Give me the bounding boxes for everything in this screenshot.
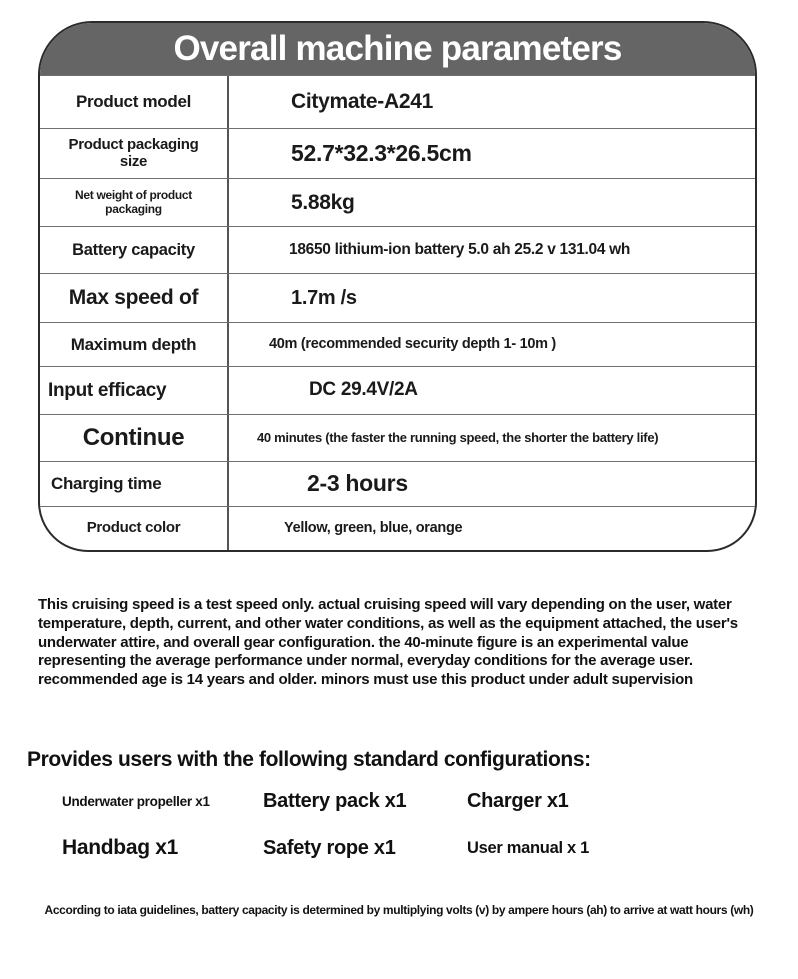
- iata-footnote: According to iata guidelines, battery capacity is determined by multiplying volts (v) by ampere hours (ah) to arrive at watt hours (wh): [44, 903, 754, 917]
- spec-row-charging-time: [40, 461, 755, 506]
- spec-value: DC 29.4V/2A: [309, 379, 418, 401]
- spec-value: 5.88kg: [291, 190, 355, 214]
- config-item-safety-rope: Safety rope x1: [263, 836, 396, 859]
- spec-label: Product color: [40, 507, 229, 550]
- spec-row-product-color: [40, 506, 755, 550]
- configurations-list: [62, 781, 762, 868]
- config-item-charger: Charger x1: [467, 789, 569, 812]
- spec-label: Maximum depth: [40, 323, 229, 366]
- spec-card-title: Overall machine parameters: [173, 29, 622, 68]
- spec-row-battery-capacity: [40, 226, 755, 273]
- spec-card: [38, 21, 757, 552]
- spec-label: Product packaging size: [40, 129, 229, 178]
- spec-label: Continue: [40, 415, 229, 461]
- spec-row-input-efficacy: [40, 366, 755, 414]
- spec-value: 52.7*32.3*26.5cm: [291, 139, 472, 166]
- configurations-heading: Provides users with the following standard configurations:: [27, 748, 591, 771]
- spec-row-net-weight: [40, 178, 755, 226]
- spec-value: 40 minutes (the faster the running speed, the shorter the battery life): [257, 429, 659, 445]
- spec-row-continue-runtime: [40, 414, 755, 461]
- spec-row-packaging-size: [40, 128, 755, 178]
- spec-card-header: [40, 23, 755, 75]
- spec-label: Input efficacy: [40, 367, 229, 414]
- config-item-handbag: Handbag x1: [62, 836, 179, 859]
- config-item-battery-pack: Battery pack x1: [263, 789, 407, 812]
- spec-value: 2-3 hours: [307, 470, 408, 497]
- spec-row-maximum-depth: [40, 322, 755, 366]
- config-item-user-manual: User manual x 1: [467, 838, 590, 857]
- spec-label: Product model: [40, 76, 229, 128]
- spec-label: Charging time: [40, 462, 229, 506]
- spec-value: Yellow, green, blue, orange: [284, 519, 463, 536]
- spec-value: 1.7m /s: [291, 287, 357, 309]
- spec-value: 18650 lithium-ion battery 5.0 ah 25.2 v 131.04 wh: [289, 241, 631, 259]
- spec-label: Net weight of product packaging: [40, 179, 229, 226]
- spec-label: Battery capacity: [40, 227, 229, 273]
- spec-row-max-speed: [40, 273, 755, 322]
- spec-row-product-model: [40, 75, 755, 128]
- spec-value: Citymate-A241: [291, 90, 433, 114]
- spec-label: Max speed of: [40, 274, 229, 322]
- config-item-underwater-propeller: Underwater propeller x1: [62, 793, 210, 809]
- disclaimer-text: This cruising speed is a test speed only. actual cruising speed will vary depending on the user, water temperature, depth, current, and other water conditions, as well as the equipment attached, the user's underwater attire, and overall gear configuration. the 40-minute figure is an experimental value representing the average performance under normal, everyday conditions for the average user. recommended age is 14 years and older. minors must use this product under adult supervision: [38, 596, 738, 689]
- spec-value: 40m (recommended security depth 1- 10m ): [269, 335, 556, 352]
